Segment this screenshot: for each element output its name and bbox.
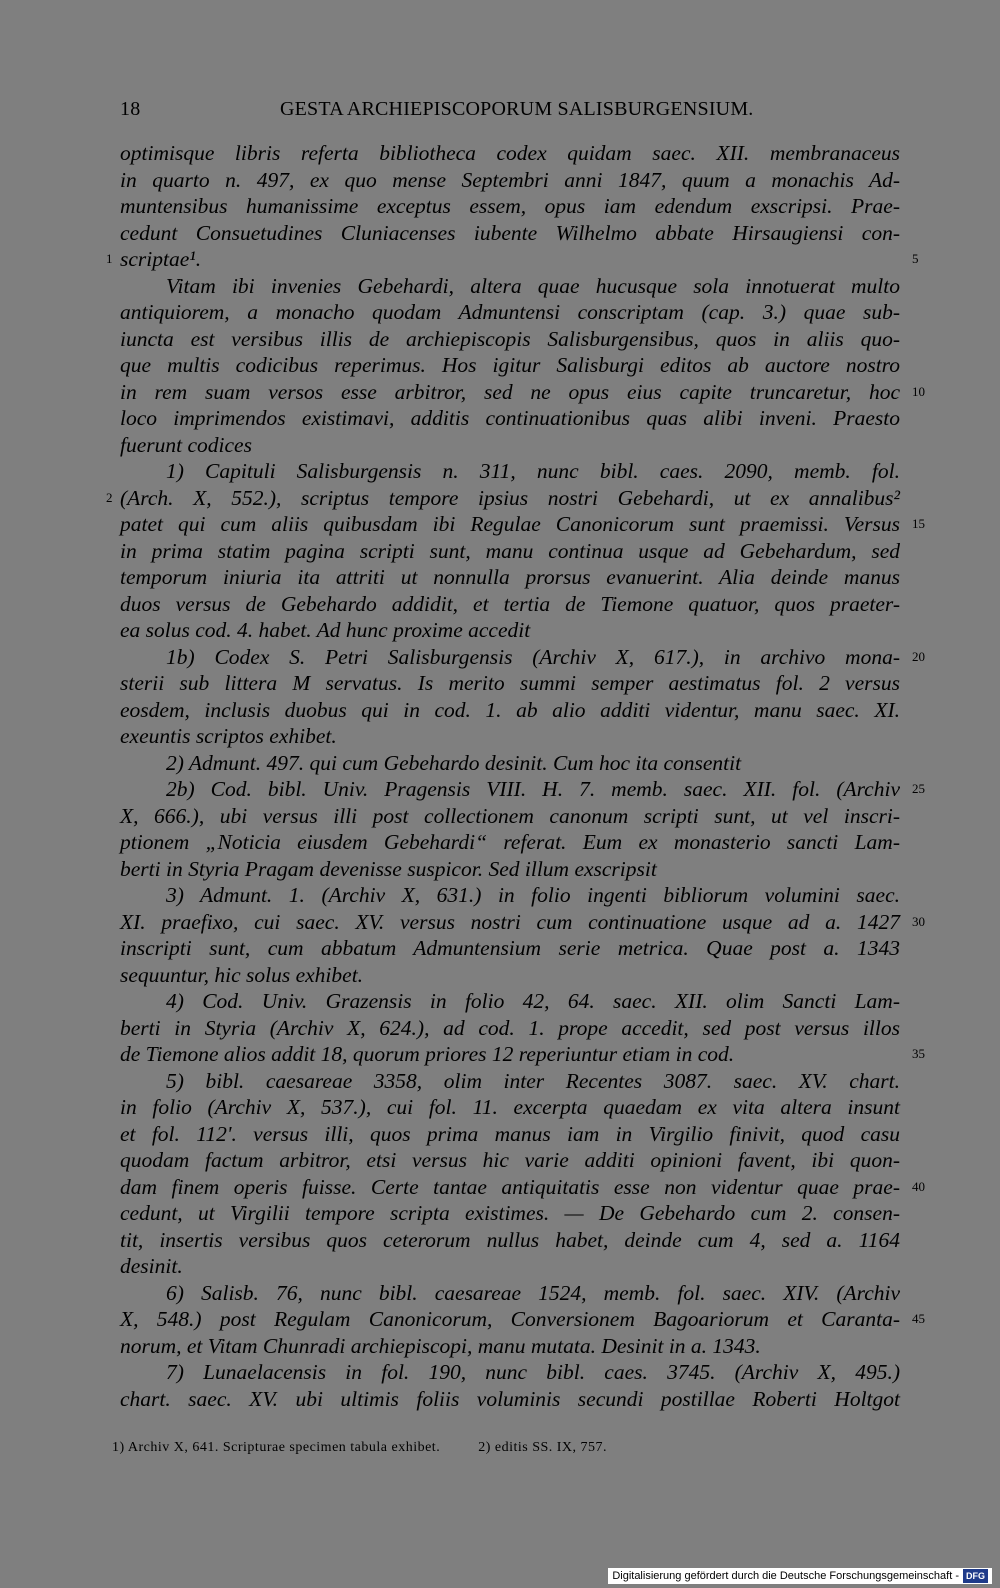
line-number: 5 — [912, 251, 919, 266]
page-header — [120, 98, 890, 126]
text-line — [120, 1333, 900, 1360]
line-number: 20 — [912, 648, 925, 664]
text-line — [120, 1306, 925, 1333]
line-text: in prima statim pagina scripti sunt, manu continua usque ad Gebehardum, sed — [120, 538, 900, 563]
line-text: cedunt Consuetudines Cluniacenses iubente Wilhelmo abbate Hirsaugiensi con- — [120, 220, 900, 245]
footnote-1: 1) Archiv X, 641. Scripturae specimen tabula exhibet. — [112, 1440, 441, 1455]
line-text: in rem suam versos esse arbitror, sed ne opus eius capite truncaretur, hoc — [120, 379, 900, 404]
text-line — [120, 829, 900, 856]
line-text: dam finem operis fuisse. Certe tantae antiquitatis esse non videntur quae prae- — [120, 1174, 900, 1199]
line-text: XI. praefixo, cui saec. XV. versus nostri cum continuatione usque ad a. 1427 — [120, 909, 900, 934]
text-line — [120, 882, 900, 909]
text-line — [120, 379, 925, 406]
line-text: optimisque libris referta bibliotheca codex quidam saec. XII. membranaceus — [120, 141, 900, 165]
line-number: 30 — [912, 913, 925, 929]
footnote-marker: 1 — [106, 251, 113, 266]
text-line — [120, 1015, 900, 1042]
line-text: exeuntis scriptos exhibet. — [120, 724, 337, 748]
line-text: in quarto n. 497, ex quo mense Septembri anni 1847, quum a monachis Ad- — [120, 167, 900, 192]
line-text: 5) bibl. caesareae 3358, olim inter Recentes 3087. saec. XV. chart. — [166, 1068, 900, 1093]
line-text: chart. saec. XV. ubi ultimis foliis voluminis secundi postillae Roberti Holtgot — [120, 1386, 900, 1411]
text-line — [120, 856, 900, 883]
line-text: tit, insertis versibus quos ceterorum nullus habet, deinde cum 4, sed a. 1164 — [120, 1227, 900, 1252]
body-text — [106, 140, 925, 1412]
line-text: iuncta est versibus illis de archiepiscopis Salisburgensibus, quos in aliis quo- — [120, 326, 900, 351]
line-text: ea solus cod. 4. habet. Ad hunc proxime accedit — [120, 618, 531, 642]
line-text: quodam factum arbitror, etsi versus hic varie additi opinioni favent, ibi quon- — [120, 1148, 900, 1172]
line-text: in folio (Archiv X, 537.), cui fol. 11. excerpta quaedam ex vita altera insunt — [120, 1095, 900, 1119]
line-text: berti in Styria Pragam devenisse suspicor. Sed illum exscripsit — [120, 856, 657, 881]
text-line — [120, 220, 900, 247]
line-text: cedunt, ut Virgilii tempore scripta existimes. — De Gebehardo cum 2. consen- — [120, 1201, 900, 1225]
digitization-credit — [608, 1568, 992, 1584]
line-number: 45 — [912, 1311, 925, 1326]
text-line — [120, 644, 925, 671]
line-text: X, 548.) post Regulam Canonicorum, Conversionem Bagoariorum et Caranta- — [120, 1307, 900, 1331]
text-line — [120, 1359, 900, 1386]
line-text: berti in Styria (Archiv X, 624.), ad cod. 1. prope accedit, sed post versus illos — [120, 1015, 900, 1040]
text-line — [106, 246, 919, 273]
text-line — [120, 1200, 900, 1227]
line-number: 40 — [912, 1178, 925, 1194]
text-line — [120, 697, 900, 724]
line-text: patet qui cum aliis quibusdam ibi Regulae Canonicorum sunt praemissi. Versus — [120, 512, 900, 536]
line-text: temporum iniuria ita attriti ut nonnulla prorsus evanuerint. Alia deinde manus — [120, 565, 900, 589]
dfg-logo: DFG — [963, 1569, 988, 1583]
line-text: muntensibus humanissime exceptus essem, opus iam edendum exscripsi. Prae- — [120, 194, 900, 218]
line-text: de Tiemone alios addit 18, quorum priores 12 reperiuntur etiam in cod. — [120, 1042, 735, 1066]
line-text: que multis codicibus reperimus. Hos igitur Salisburgi editos ab auctore nostro — [120, 353, 900, 377]
line-text: duos versus de Gebehardo addidit, et tertia de Tiemone quatuor, quos praeter- — [120, 591, 900, 616]
line-text: loco imprimendos existimavi, additis continuationibus quas alibi inveni. Praesto — [120, 406, 900, 430]
text-line — [120, 167, 900, 194]
text-line — [120, 1147, 900, 1174]
text-line — [120, 511, 925, 538]
text-line — [120, 193, 900, 220]
text-line — [120, 405, 900, 432]
text-line — [120, 1280, 900, 1307]
text-line — [120, 1227, 900, 1254]
text-line — [120, 458, 900, 485]
line-text: 2b) Cod. bibl. Univ. Pragensis VIII. H. 7. memb. saec. XII. fol. (Archiv — [166, 777, 900, 801]
line-text: X, 666.), ubi versus illi post collectionem canonum scripti sunt, ut vel inscri- — [120, 803, 900, 828]
text-line — [120, 1253, 900, 1280]
text-line — [120, 564, 900, 591]
line-text: (Arch. X, 552.), scriptus tempore ipsius nostri Gebehardi, ut ex annalibus² — [120, 485, 900, 510]
text-line — [120, 352, 900, 379]
line-text: fuerunt codices — [120, 432, 252, 457]
text-line — [120, 432, 900, 459]
line-number: 25 — [912, 781, 925, 796]
line-text: sterii sub littera M servatus. Is merito summi semper aestimatus fol. 2 versus — [120, 671, 900, 695]
line-text: scriptae¹. — [120, 247, 202, 271]
text-line — [106, 485, 900, 512]
text-line — [120, 1121, 900, 1148]
text-line — [120, 803, 900, 830]
line-text: eosdem, inclusis duobus qui in cod. 1. ab alio additi videntur, manu saec. XI. — [120, 697, 900, 722]
text-line — [120, 935, 900, 962]
line-text: antiquiorem, a monacho quodam Admuntensi conscriptam (cap. 3.) quae sub- — [120, 300, 900, 324]
text-line — [120, 591, 900, 618]
text-line — [120, 909, 925, 936]
text-line — [120, 1386, 900, 1413]
text-line — [120, 750, 900, 777]
line-number: 15 — [912, 516, 925, 531]
text-line — [120, 140, 900, 167]
footnote-2: 2) editis SS. IX, 757. — [478, 1440, 608, 1455]
text-line — [120, 538, 900, 565]
text-line — [120, 670, 900, 697]
line-text: et fol. 112'. versus illi, quos prima manus iam in Virgilio finivit, quod casu — [120, 1121, 900, 1146]
credit-text: Digitalisierung gefördert durch die Deutsche Forschungsgemeinschaft - — [612, 1570, 959, 1582]
line-text: norum, et Vitam Chunradi archiepiscopi, manu mutata. Desinit in a. 1343. — [120, 1333, 761, 1358]
text-line — [120, 962, 900, 989]
page-number: 18 — [120, 98, 141, 120]
line-text: sequuntur, hic solus exhibet. — [120, 962, 364, 987]
line-text: 7) Lunaelacensis in fol. 190, nunc bibl. caes. 3745. (Archiv X, 495.) — [166, 1360, 900, 1384]
line-text: 2) Admunt. 497. qui cum Gebehardo desinit. Cum hoc ita consentit — [166, 750, 742, 775]
text-line — [120, 1041, 925, 1068]
line-text: 6) Salisb. 76, nunc bibl. caesareae 1524, memb. fol. saec. XIV. (Archiv — [166, 1280, 900, 1305]
line-text: 1b) Codex S. Petri Salisburgensis (Archiv X, 617.), in archivo mona- — [166, 644, 900, 669]
line-text: desinit. — [120, 1254, 183, 1278]
line-text: ptionem „Noticia eiusdem Gebehardi“ referat. Eum ex monasterio sancti Lam- — [120, 830, 900, 854]
running-title: GESTA ARCHIEPISCOPORUM SALISBURGENSIUM. — [280, 98, 754, 120]
line-number: 10 — [912, 383, 925, 399]
text-line — [120, 326, 900, 353]
footnote-marker: 2 — [106, 489, 113, 505]
text-line — [120, 1094, 900, 1121]
line-text: 3) Admunt. 1. (Archiv X, 631.) in folio ingenti bibliorum volumini saec. — [166, 883, 900, 907]
text-line — [120, 1174, 925, 1201]
line-text: 1) Capituli Salisburgensis n. 311, nunc bibl. caes. 2090, memb. fol. — [166, 459, 900, 483]
text-line — [120, 617, 900, 644]
text-line — [120, 988, 900, 1015]
line-text: 4) Cod. Univ. Grazensis in folio 42, 64. saec. XII. olim Sancti Lam- — [166, 989, 900, 1013]
footnotes — [112, 1440, 892, 1456]
text-line — [120, 1068, 900, 1095]
line-number: 35 — [912, 1046, 925, 1061]
text-line — [120, 723, 900, 750]
text-line — [120, 273, 900, 300]
text-line — [120, 776, 925, 803]
line-text: inscripti sunt, cum abbatum Admuntensium serie metrica. Quae post a. 1343 — [120, 936, 900, 960]
text-line — [120, 299, 900, 326]
line-text: Vitam ibi invenies Gebehardi, altera quae hucusque sola innotuerat multo — [166, 273, 900, 298]
